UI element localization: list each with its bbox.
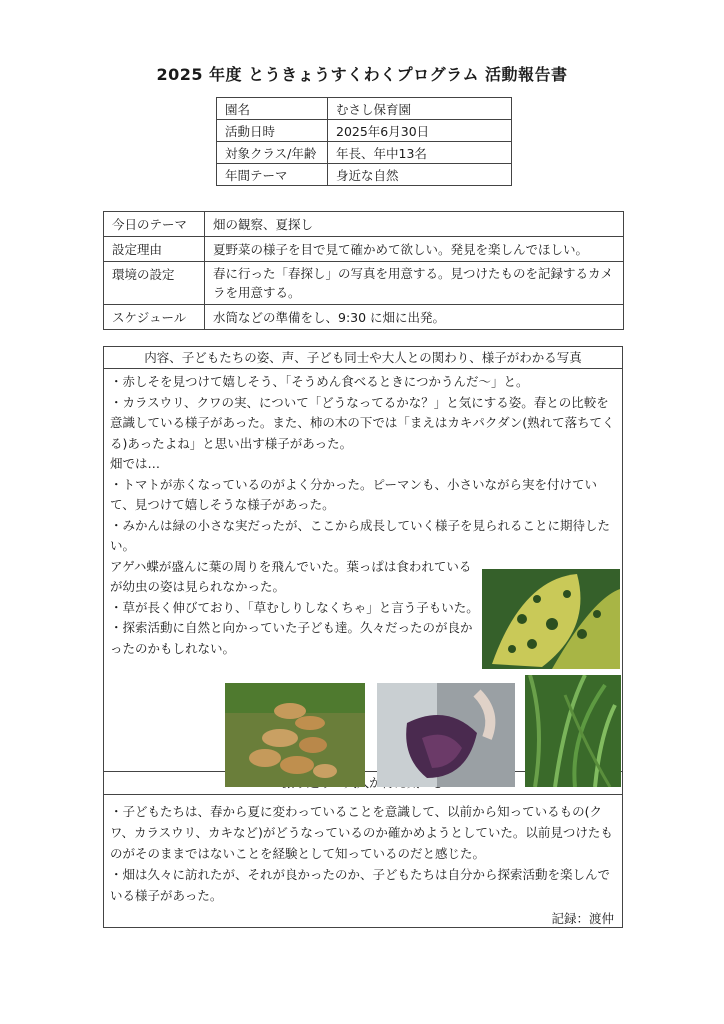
table-row — [104, 262, 624, 305]
reflection-body — [104, 795, 622, 929]
table-row — [217, 98, 512, 120]
table-row — [217, 164, 512, 186]
content-paragraph: ・赤しそを見つけて嬉しそう、「そうめん食べるときにつかうんだ～」と。 — [110, 374, 529, 389]
plan-value-schedule: 水筒などの準備をし、9:30 に畑に出発。 — [205, 305, 624, 330]
plan-label-environment: 環境の設定 — [104, 262, 205, 305]
table-row — [104, 212, 624, 237]
content-paragraph: ・トマトが赤くなっているのがよく分かった。ピーマンも、小さいながら実を付けていて、見つけて嬉しそうな様子があった。 — [110, 476, 598, 512]
info-label-annual-theme: 年間テーマ — [217, 164, 328, 186]
plan-table — [103, 211, 624, 330]
side-text — [110, 557, 480, 660]
page-title: 2025 年度 とうきょうすくわくプログラム 活動報告書 — [156, 65, 568, 84]
table-row — [217, 120, 512, 142]
info-value-date: 2025年6月30日 — [328, 120, 512, 142]
content-paragraph: アゲハ蝶が盛んに葉の周りを飛んでいた。葉っぱは食われているが幼虫の姿は見られなかった。 — [110, 558, 472, 594]
reflection-paragraph: ・子どもたちは、春から夏に変わっていることを意識して、以前から知っているもの(クワ、カラスウリ、カキなど)がどうなっているのか確かめようとしていた。以前見つけたものがそのままではないことを経験として知っているのだと感じた。 — [110, 804, 613, 861]
info-value-annual-theme: 身近な自然 — [328, 164, 512, 186]
content-paragraph: 畑では… — [110, 456, 161, 471]
info-table — [216, 97, 512, 186]
content-paragraph: ・探索活動に自然と向かっていた子ども達。久々だったのが良かったのかもしれない。 — [110, 620, 473, 656]
info-label-date: 活動日時 — [217, 120, 328, 142]
content-heading: 内容、子どもたちの姿、声、子ども同士や大人との関わり、様子がわかる写真 — [104, 347, 622, 369]
info-label-class: 対象クラス/年齢 — [217, 142, 328, 164]
plan-value-environment: 春に行った「春探し」の写真を用意する。見つけたものを記録するカメラを用意する。 — [205, 262, 624, 305]
photo-red-shiso — [377, 683, 515, 787]
plan-label-reason: 設定理由 — [104, 237, 205, 262]
content-paragraph: ・みかんは緑の小さな実だったが、ここから成長していく様子を見られることに期待したい。 — [110, 517, 611, 553]
plan-label-theme: 今日のテーマ — [104, 212, 205, 237]
content-paragraph: ・カラスウリ、クワの実、について「どうなってるかな？」と気にする姿。春との比較を意識している様子があった。また、柿の木の下では「まえはカキパクダン(熟れて落ちてくる)あったよね」と思い出す様子があった。 — [110, 394, 615, 451]
plan-value-reason: 夏野菜の様子を目で見て確かめて欲しい。発見を楽しんでほしい。 — [205, 237, 624, 262]
reflection-paragraph: ・畑は久々に訪れたが、それが良かったのか、子どもたちは自分から探索活動を楽しんでいる様子があった。 — [110, 867, 611, 903]
content-paragraph: ・草が長く伸びており、「草むしりしなくちゃ」と言う子もいた。 — [110, 599, 479, 615]
plan-value-theme: 畑の観察、夏探し — [205, 212, 624, 237]
plan-label-schedule: スケジュール — [104, 305, 205, 330]
info-label-school: 園名 — [217, 98, 328, 120]
table-row — [104, 237, 624, 262]
activity-report-box — [103, 346, 623, 928]
photo-eaten-leaves — [482, 569, 620, 669]
info-value-class: 年長、年中13名 — [328, 142, 512, 164]
recorder-name: 記録：渡仲 — [551, 911, 614, 926]
info-value-school: むさし保育園 — [328, 98, 512, 120]
photo-tall-grass — [525, 675, 621, 787]
table-row — [104, 305, 624, 330]
photo-potatoes — [225, 683, 365, 787]
content-body — [104, 369, 622, 772]
table-row — [217, 142, 512, 164]
